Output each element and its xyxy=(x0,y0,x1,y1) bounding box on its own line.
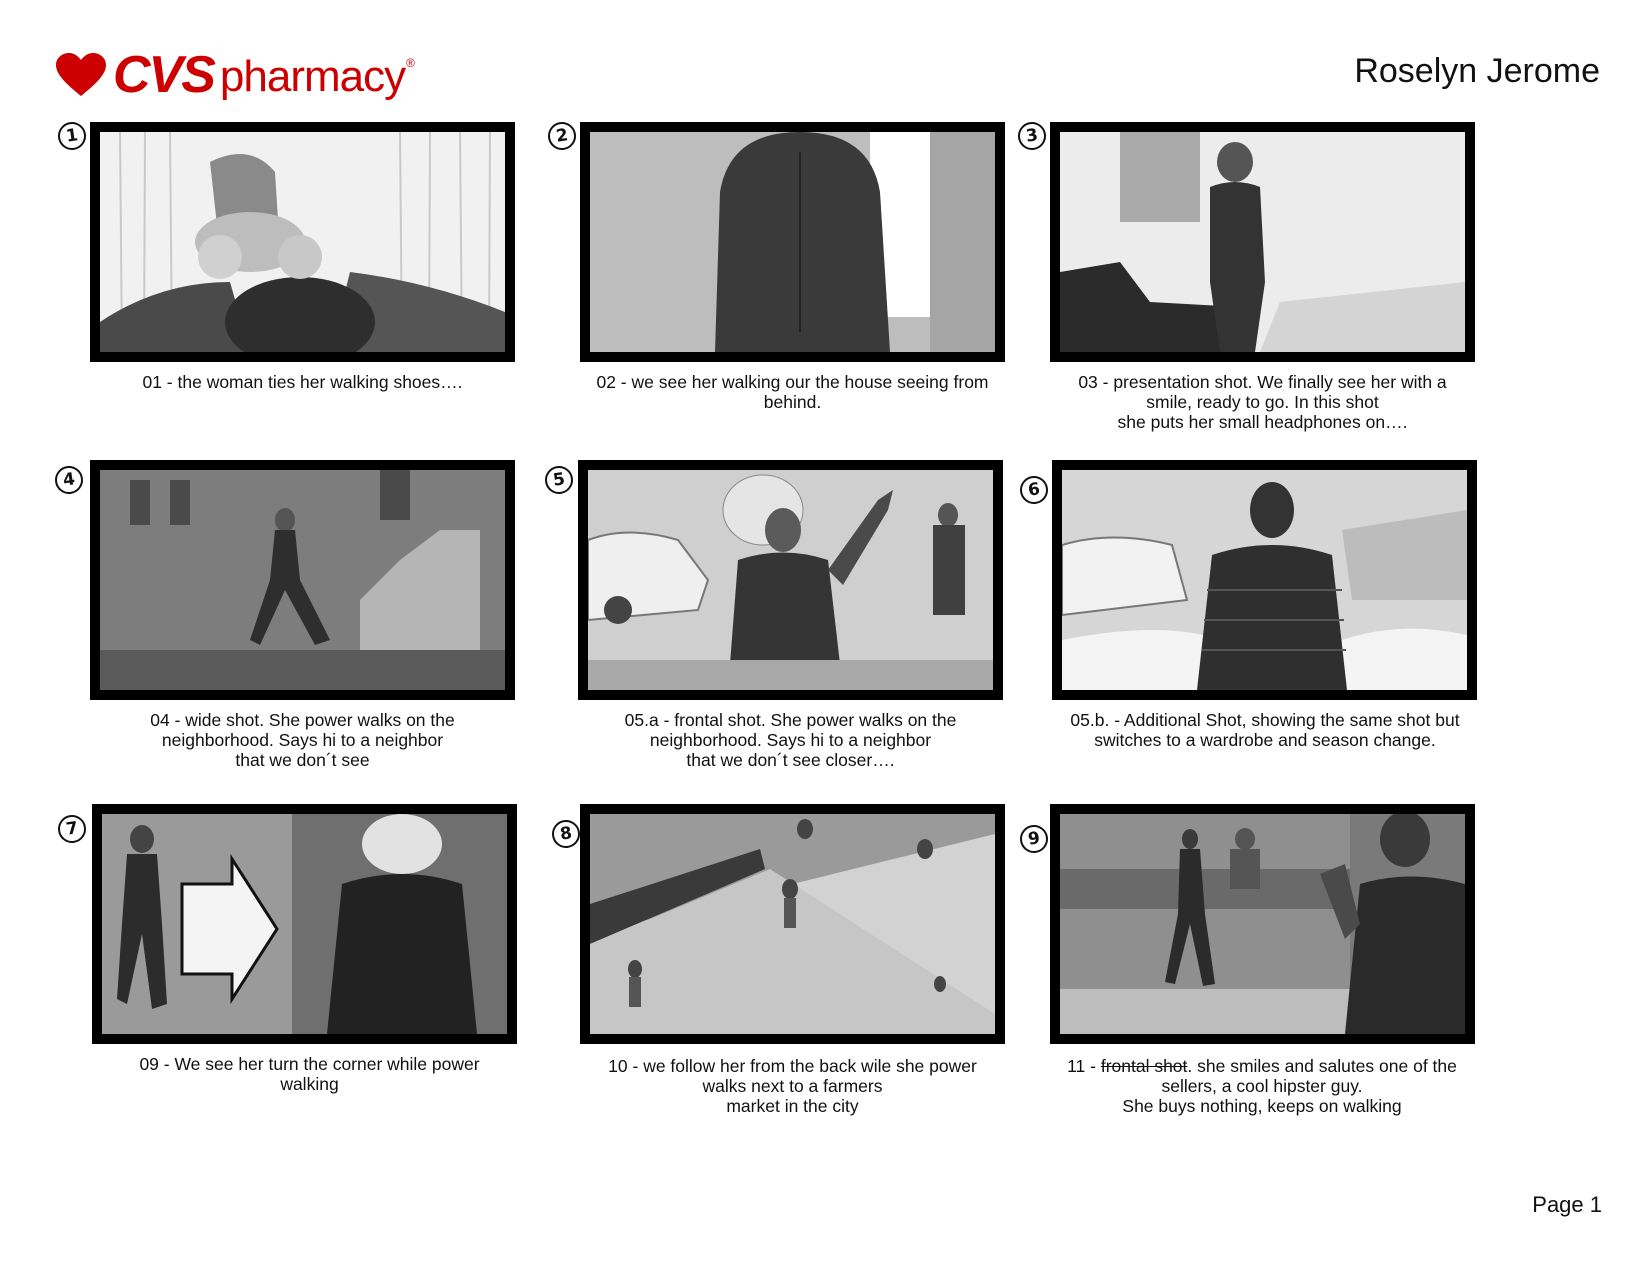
storyboard-frame-9 xyxy=(1050,804,1475,1044)
storyboard-frame-8 xyxy=(580,804,1005,1044)
sketch-shoe-tying xyxy=(100,132,505,352)
panel-caption-1: 01 - the woman ties her walking shoes…. xyxy=(142,372,463,392)
panel-caption-5: 05.a - frontal shot. She power walks on the neighborhood. Says hi to a neighbor that we don´t see closer…. xyxy=(624,710,957,770)
panel-caption-3: 03 - presentation shot. We finally see her with a smile, ready to go. In this shot she puts her small headphones on…. xyxy=(1078,372,1447,432)
storyboard-frame-2 xyxy=(580,122,1005,362)
heart-icon xyxy=(55,52,107,98)
panel-number: 4 xyxy=(53,464,85,496)
panel-caption-9: 11 - frontal shot. she smiles and salutes one of the sellers, a cool hipster guy. She buys nothing, keeps on walking xyxy=(1067,1056,1457,1116)
sketch-winter-variation xyxy=(1062,470,1467,690)
panel-caption-8: 10 - we follow her from the back wile she power walks next to a farmers market in the city xyxy=(608,1056,977,1116)
panel-caption-4: 04 - wide shot. She power walks on the neighborhood. Says hi to a neighbor that we don´t see xyxy=(150,710,455,770)
sketch-presentation-shot xyxy=(1060,132,1465,352)
struck-text: frontal shot xyxy=(1100,1056,1188,1076)
page-number: Page 1 xyxy=(1532,1192,1602,1217)
panel-number: 8 xyxy=(550,818,582,850)
panel-number: 7 xyxy=(56,813,88,845)
storyboard-frame-3 xyxy=(1050,122,1475,362)
logo-word: CVS xyxy=(113,46,214,104)
panel-caption-7: 09 - We see her turn the corner while power walking xyxy=(139,1054,480,1094)
panel-number: 5 xyxy=(543,464,575,496)
storyboard-frame-6 xyxy=(1052,460,1477,700)
storyboard-frame-1 xyxy=(90,122,515,362)
logo-sub: pharmacy xyxy=(219,52,406,101)
panel-number: 3 xyxy=(1016,120,1048,152)
sketch-salutes-seller xyxy=(1060,814,1465,1034)
panel-caption-2: 02 - we see her walking our the house seeing from behind. xyxy=(596,372,989,412)
sketch-frontal-wave xyxy=(588,470,993,690)
storyboard-frame-4 xyxy=(90,460,515,700)
cvs-pharmacy-logo xyxy=(55,46,415,104)
panel-number: 6 xyxy=(1018,474,1050,506)
logo-registered: ® xyxy=(406,56,415,70)
panel-number: 1 xyxy=(56,120,88,152)
sketch-farmers-market xyxy=(590,814,995,1034)
sketch-walking-behind xyxy=(590,132,995,352)
panel-caption-6: 05.b. - Additional Shot, showing the same shot but switches to a wardrobe and season change. xyxy=(1070,710,1460,750)
storyboard-frame-5 xyxy=(578,460,1003,700)
storyboard-frame-7 xyxy=(92,804,517,1044)
sketch-wide-shot-walk xyxy=(100,470,505,690)
panel-number: 2 xyxy=(546,120,578,152)
sketch-turn-corner xyxy=(102,814,507,1034)
panel-number: 9 xyxy=(1018,823,1050,855)
client-name: Roselyn Jerome xyxy=(1354,52,1600,90)
